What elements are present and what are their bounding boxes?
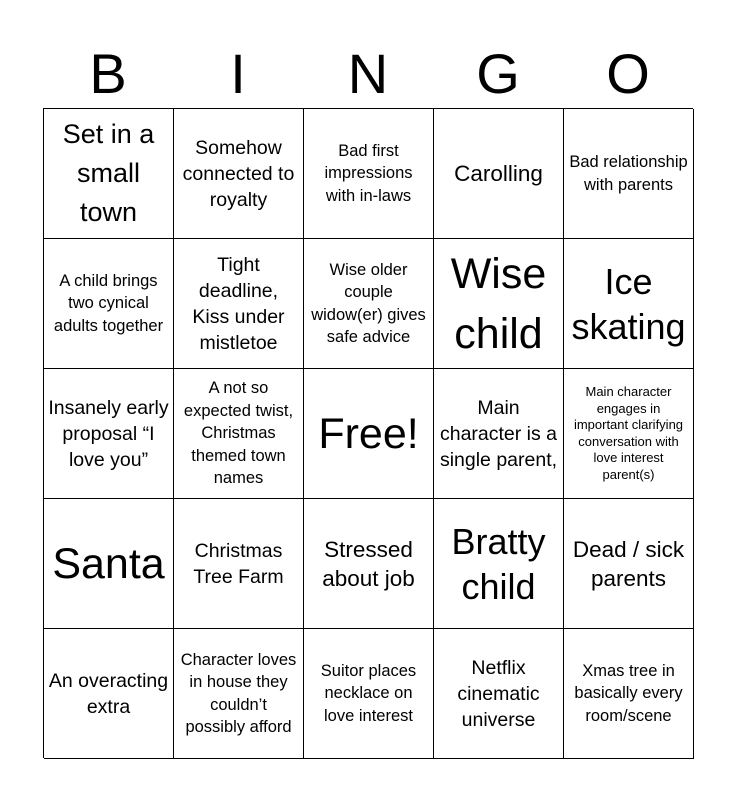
bingo-cell[interactable]: An overacting extra: [44, 629, 174, 759]
bingo-cell-free[interactable]: Free!: [304, 369, 434, 499]
header-letter-n: N: [347, 42, 389, 105]
bingo-cell[interactable]: Netflix cinematic universe: [434, 629, 564, 759]
header-letter-i: I: [230, 42, 246, 105]
bingo-cell[interactable]: Wise child: [434, 239, 564, 369]
bingo-cell[interactable]: Carolling: [434, 109, 564, 239]
bingo-cell[interactable]: Main character engages in important clarifying conversation with love interest parent(s): [564, 369, 694, 499]
bingo-cell[interactable]: Somehow connected to royalty: [174, 109, 304, 239]
bingo-cell[interactable]: Set in a small town: [44, 109, 174, 239]
bingo-cell[interactable]: Dead / sick parents: [564, 499, 694, 629]
bingo-header: [43, 40, 693, 108]
bingo-cell[interactable]: Santa: [44, 499, 174, 629]
bingo-cell[interactable]: A child brings two cynical adults together: [44, 239, 174, 369]
bingo-grid: [43, 108, 693, 758]
bingo-cell[interactable]: Suitor places necklace on love interest: [304, 629, 434, 759]
bingo-cell[interactable]: Bad relationship with parents: [564, 109, 694, 239]
bingo-cell[interactable]: Insanely early proposal “I love you”: [44, 369, 174, 499]
bingo-cell[interactable]: Wise older couple widow(er) gives safe advice: [304, 239, 434, 369]
header-letter-b: B: [89, 42, 127, 105]
bingo-cell[interactable]: Bratty child: [434, 499, 564, 629]
bingo-cell[interactable]: Ice skating: [564, 239, 694, 369]
bingo-cell[interactable]: Character loves in house they couldn’t possibly afford: [174, 629, 304, 759]
bingo-cell[interactable]: Christmas Tree Farm: [174, 499, 304, 629]
header-letter-o: O: [606, 42, 650, 105]
header-letter-g: G: [476, 42, 520, 105]
bingo-cell[interactable]: Bad first impressions with in-laws: [304, 109, 434, 239]
bingo-cell[interactable]: Xmas tree in basically every room/scene: [564, 629, 694, 759]
bingo-cell[interactable]: A not so expected twist, Christmas themed town names: [174, 369, 304, 499]
bingo-cell[interactable]: Tight deadline, Kiss under mistletoe: [174, 239, 304, 369]
bingo-cell[interactable]: Main character is a single parent,: [434, 369, 564, 499]
bingo-cell[interactable]: Stressed about job: [304, 499, 434, 629]
